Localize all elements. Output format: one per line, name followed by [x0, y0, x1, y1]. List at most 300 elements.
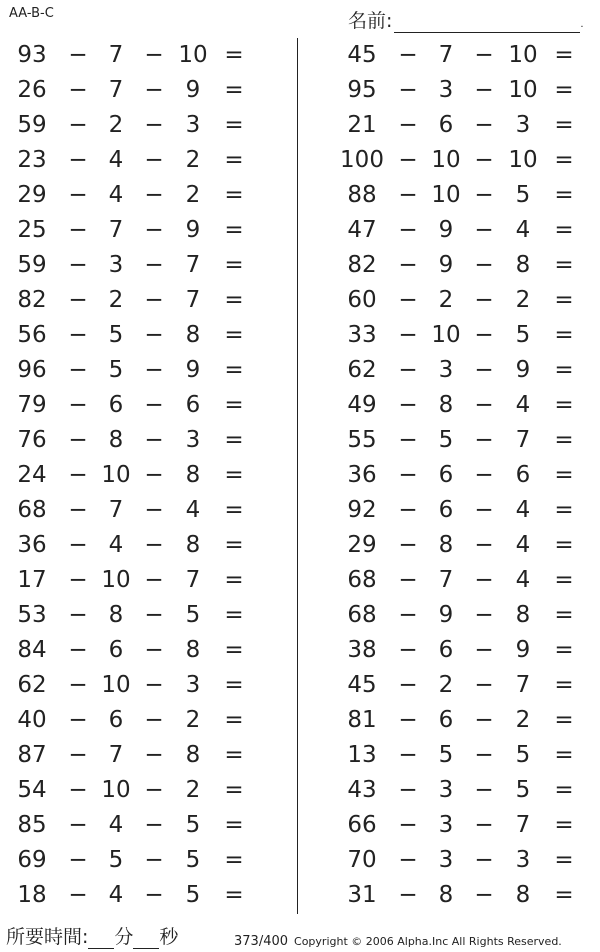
subtrahend-2: 8 — [185, 532, 201, 558]
minuend: 40 — [17, 707, 47, 733]
minuend: 60 — [347, 287, 377, 313]
subtrahend-2: 8 — [185, 462, 201, 488]
minuend: 92 — [347, 497, 377, 523]
equals-sign: = — [554, 42, 574, 68]
minuend: 81 — [347, 707, 377, 733]
subtrahend-2: 4 — [515, 567, 531, 593]
name-label: 名前: — [348, 10, 393, 32]
subtrahend-2: 2 — [185, 182, 201, 208]
minus-sign: − — [398, 77, 418, 103]
minus-sign: − — [68, 497, 88, 523]
minus-sign: − — [398, 217, 418, 243]
equals-sign: = — [554, 882, 574, 908]
minuend: 62 — [347, 357, 377, 383]
minus-sign: − — [474, 462, 494, 488]
subtrahend-2: 7 — [185, 287, 201, 313]
minuend: 54 — [17, 777, 47, 803]
problem-row — [330, 773, 600, 808]
problem-row — [0, 633, 270, 668]
minus-sign: − — [474, 812, 494, 838]
minus-sign: − — [398, 637, 418, 663]
subtrahend-1: 5 — [438, 427, 454, 453]
subtrahend-1: 10 — [431, 147, 461, 173]
minus-sign: − — [474, 777, 494, 803]
equals-sign: = — [554, 707, 574, 733]
minus-sign: − — [144, 637, 164, 663]
minuend: 17 — [17, 567, 47, 593]
minus-sign: − — [68, 182, 88, 208]
subtrahend-2: 2 — [185, 777, 201, 803]
equals-sign: = — [554, 742, 574, 768]
subtrahend-1: 2 — [108, 287, 124, 313]
problem-column-right — [330, 38, 600, 913]
problem-row — [330, 808, 600, 843]
minuend: 59 — [17, 252, 47, 278]
minus-sign: − — [398, 112, 418, 138]
equals-sign: = — [554, 532, 574, 558]
minus-sign: − — [68, 322, 88, 348]
problem-row — [0, 878, 270, 913]
minus-sign: − — [68, 287, 88, 313]
equals-sign: = — [224, 602, 244, 628]
minus-sign: − — [474, 77, 494, 103]
minuend: 68 — [17, 497, 47, 523]
equals-sign: = — [224, 182, 244, 208]
minus-sign: − — [68, 42, 88, 68]
subtrahend-1: 7 — [108, 497, 124, 523]
minus-sign: − — [398, 42, 418, 68]
minus-sign: − — [474, 427, 494, 453]
minus-sign: − — [144, 672, 164, 698]
minus-sign: − — [144, 812, 164, 838]
minuend: 88 — [347, 182, 377, 208]
minus-sign: − — [144, 532, 164, 558]
problem-row — [0, 423, 270, 458]
minuend: 13 — [347, 742, 377, 768]
problem-row — [330, 388, 600, 423]
minus-sign: − — [144, 847, 164, 873]
equals-sign: = — [554, 462, 574, 488]
minuend: 87 — [17, 742, 47, 768]
minus-sign: − — [474, 637, 494, 663]
problem-row — [0, 563, 270, 598]
subtrahend-1: 3 — [438, 777, 454, 803]
subtrahend-2: 2 — [515, 707, 531, 733]
equals-sign: = — [224, 287, 244, 313]
subtrahend-2: 5 — [185, 882, 201, 908]
subtrahend-1: 3 — [438, 812, 454, 838]
minus-sign: − — [474, 882, 494, 908]
minus-sign: − — [474, 217, 494, 243]
subtrahend-2: 5 — [515, 777, 531, 803]
minuend: 69 — [17, 847, 47, 873]
footer-info — [234, 930, 562, 949]
subtrahend-2: 4 — [515, 392, 531, 418]
minuend: 96 — [17, 357, 47, 383]
minus-sign: − — [144, 392, 164, 418]
subtrahend-1: 10 — [431, 322, 461, 348]
subtrahend-2: 3 — [515, 847, 531, 873]
minus-sign: − — [474, 287, 494, 313]
minuend: 31 — [347, 882, 377, 908]
problem-row — [330, 878, 600, 913]
minus-sign: − — [474, 532, 494, 558]
minus-sign: − — [68, 742, 88, 768]
subtrahend-1: 4 — [108, 532, 124, 558]
equals-sign: = — [554, 287, 574, 313]
equals-sign: = — [554, 392, 574, 418]
minus-sign: − — [68, 77, 88, 103]
subtrahend-1: 6 — [438, 112, 454, 138]
minus-sign: − — [68, 357, 88, 383]
subtrahend-1: 7 — [108, 217, 124, 243]
subtrahend-2: 6 — [515, 462, 531, 488]
equals-sign: = — [554, 602, 574, 628]
equals-sign: = — [554, 637, 574, 663]
minus-sign: − — [474, 112, 494, 138]
subtrahend-2: 3 — [185, 672, 201, 698]
subtrahend-2: 7 — [185, 567, 201, 593]
minus-sign: − — [474, 322, 494, 348]
minus-sign: − — [68, 462, 88, 488]
minuend: 45 — [347, 42, 377, 68]
subtrahend-1: 2 — [108, 112, 124, 138]
subtrahend-2: 3 — [185, 427, 201, 453]
minus-sign: − — [398, 567, 418, 593]
problem-row — [330, 633, 600, 668]
sheet-progress: 373/400 — [234, 934, 289, 949]
minus-sign: − — [474, 672, 494, 698]
subtrahend-2: 10 — [508, 42, 538, 68]
minus-sign: − — [144, 497, 164, 523]
subtrahend-2: 4 — [515, 217, 531, 243]
minus-sign: − — [144, 777, 164, 803]
subtrahend-1: 10 — [101, 462, 131, 488]
minus-sign: − — [474, 42, 494, 68]
equals-sign: = — [554, 112, 574, 138]
problem-row — [330, 213, 600, 248]
name-blank-line — [394, 14, 580, 33]
subtrahend-2: 5 — [185, 847, 201, 873]
minus-sign: − — [144, 427, 164, 453]
column-divider — [297, 38, 298, 914]
problem-row — [0, 388, 270, 423]
equals-sign: = — [224, 637, 244, 663]
minuend: 68 — [347, 602, 377, 628]
subtrahend-1: 2 — [438, 287, 454, 313]
minus-sign: − — [68, 112, 88, 138]
subtrahend-1: 10 — [101, 567, 131, 593]
minus-sign: − — [68, 777, 88, 803]
subtrahend-2: 2 — [185, 147, 201, 173]
subtrahend-2: 5 — [185, 812, 201, 838]
subtrahend-1: 6 — [438, 462, 454, 488]
equals-sign: = — [224, 217, 244, 243]
minuend: 47 — [347, 217, 377, 243]
equals-sign: = — [224, 777, 244, 803]
minuend: 56 — [17, 322, 47, 348]
minuend: 100 — [340, 147, 384, 173]
minus-sign: − — [68, 147, 88, 173]
minuend: 26 — [17, 77, 47, 103]
subtrahend-1: 5 — [438, 742, 454, 768]
minus-sign: − — [398, 812, 418, 838]
subtrahend-1: 6 — [438, 707, 454, 733]
problem-row — [330, 283, 600, 318]
equals-sign: = — [224, 497, 244, 523]
problem-row — [0, 773, 270, 808]
subtrahend-2: 7 — [185, 252, 201, 278]
seconds-blank — [133, 930, 159, 949]
minus-sign: − — [144, 707, 164, 733]
subtrahend-1: 8 — [438, 392, 454, 418]
subtrahend-1: 6 — [108, 392, 124, 418]
minus-sign: − — [398, 147, 418, 173]
minus-sign: − — [144, 77, 164, 103]
minus-sign: − — [68, 847, 88, 873]
minus-sign: − — [144, 357, 164, 383]
subtrahend-1: 9 — [438, 252, 454, 278]
problem-row — [0, 178, 270, 213]
minus-sign: − — [398, 602, 418, 628]
minus-sign: − — [144, 182, 164, 208]
copyright-notice: Copyright © 2006 Alpha.Inc All Rights Reserved. — [294, 935, 562, 948]
minus-sign: − — [144, 567, 164, 593]
problem-row — [330, 353, 600, 388]
minuend: 84 — [17, 637, 47, 663]
minuend: 43 — [347, 777, 377, 803]
problem-row — [330, 248, 600, 283]
minus-sign: − — [68, 567, 88, 593]
equals-sign: = — [224, 112, 244, 138]
equals-sign: = — [554, 322, 574, 348]
minuend: 55 — [347, 427, 377, 453]
minus-sign: − — [398, 182, 418, 208]
minuend: 49 — [347, 392, 377, 418]
problem-row — [0, 493, 270, 528]
equals-sign: = — [554, 357, 574, 383]
subtrahend-2: 10 — [178, 42, 208, 68]
problem-row — [330, 493, 600, 528]
minus-sign: − — [398, 707, 418, 733]
subtrahend-2: 9 — [185, 217, 201, 243]
minus-sign: − — [398, 252, 418, 278]
equals-sign: = — [554, 812, 574, 838]
subtrahend-2: 7 — [515, 672, 531, 698]
minus-sign: − — [398, 672, 418, 698]
minuend: 82 — [347, 252, 377, 278]
minuend: 70 — [347, 847, 377, 873]
subtrahend-2: 3 — [515, 112, 531, 138]
minus-sign: − — [68, 882, 88, 908]
minus-sign: − — [144, 462, 164, 488]
equals-sign: = — [224, 812, 244, 838]
problem-column-left — [0, 38, 270, 913]
equals-sign: = — [224, 847, 244, 873]
problem-row — [0, 703, 270, 738]
subtrahend-1: 9 — [438, 602, 454, 628]
minus-sign: − — [68, 637, 88, 663]
equals-sign: = — [224, 77, 244, 103]
subtrahend-1: 8 — [438, 882, 454, 908]
name-dot: . — [580, 19, 584, 30]
minuend: 21 — [347, 112, 377, 138]
problem-row — [330, 458, 600, 493]
minus-sign: − — [68, 217, 88, 243]
problem-row — [0, 738, 270, 773]
minus-sign: − — [398, 287, 418, 313]
minus-sign: − — [68, 252, 88, 278]
minus-sign: − — [144, 602, 164, 628]
equals-sign: = — [554, 427, 574, 453]
equals-sign: = — [224, 322, 244, 348]
problem-row — [330, 38, 600, 73]
equals-sign: = — [554, 77, 574, 103]
subtrahend-1: 8 — [108, 602, 124, 628]
minus-sign: − — [144, 252, 164, 278]
subtrahend-1: 7 — [108, 42, 124, 68]
subtrahend-2: 9 — [185, 77, 201, 103]
minus-sign: − — [144, 217, 164, 243]
minuend: 76 — [17, 427, 47, 453]
subtrahend-1: 10 — [101, 777, 131, 803]
problem-row — [330, 668, 600, 703]
minuend: 53 — [17, 602, 47, 628]
equals-sign: = — [554, 217, 574, 243]
problem-row — [0, 248, 270, 283]
subtrahend-2: 7 — [515, 427, 531, 453]
minus-sign: − — [398, 392, 418, 418]
minus-sign: − — [474, 392, 494, 418]
minus-sign: − — [474, 707, 494, 733]
equals-sign: = — [554, 182, 574, 208]
subtrahend-1: 7 — [438, 42, 454, 68]
seconds-label: 秒 — [159, 926, 179, 948]
problem-row — [0, 458, 270, 493]
subtrahend-1: 6 — [438, 497, 454, 523]
problem-row — [330, 108, 600, 143]
subtrahend-2: 2 — [515, 287, 531, 313]
problem-row — [330, 423, 600, 458]
equals-sign: = — [554, 567, 574, 593]
equals-sign: = — [224, 742, 244, 768]
equals-sign: = — [224, 672, 244, 698]
subtrahend-2: 3 — [185, 112, 201, 138]
subtrahend-2: 2 — [185, 707, 201, 733]
minus-sign: − — [144, 112, 164, 138]
minus-sign: − — [474, 742, 494, 768]
minus-sign: − — [68, 427, 88, 453]
time-taken — [6, 922, 178, 949]
subtrahend-1: 6 — [108, 637, 124, 663]
subtrahend-1: 9 — [438, 217, 454, 243]
minus-sign: − — [398, 742, 418, 768]
equals-sign: = — [224, 357, 244, 383]
equals-sign: = — [224, 707, 244, 733]
subtrahend-2: 8 — [515, 882, 531, 908]
equals-sign: = — [224, 392, 244, 418]
minuend: 24 — [17, 462, 47, 488]
problem-row — [330, 143, 600, 178]
problem-row — [330, 178, 600, 213]
problem-row — [330, 563, 600, 598]
minuend: 29 — [347, 532, 377, 558]
subtrahend-2: 10 — [508, 77, 538, 103]
minus-sign: − — [144, 287, 164, 313]
problem-row — [0, 318, 270, 353]
problem-row — [330, 73, 600, 108]
minus-sign: − — [474, 252, 494, 278]
minus-sign: − — [398, 777, 418, 803]
minuend: 25 — [17, 217, 47, 243]
minus-sign: − — [398, 427, 418, 453]
subtrahend-1: 8 — [438, 532, 454, 558]
minuend: 36 — [347, 462, 377, 488]
subtrahend-2: 9 — [515, 637, 531, 663]
subtrahend-1: 5 — [108, 357, 124, 383]
subtrahend-1: 6 — [438, 637, 454, 663]
minuend: 93 — [17, 42, 47, 68]
subtrahend-2: 7 — [515, 812, 531, 838]
subtrahend-2: 10 — [508, 147, 538, 173]
equals-sign: = — [224, 882, 244, 908]
equals-sign: = — [554, 252, 574, 278]
minus-sign: − — [68, 707, 88, 733]
minus-sign: − — [474, 602, 494, 628]
subtrahend-2: 5 — [515, 322, 531, 348]
problem-row — [330, 598, 600, 633]
subtrahend-2: 8 — [185, 322, 201, 348]
name-field — [348, 6, 584, 33]
subtrahend-1: 4 — [108, 147, 124, 173]
minus-sign: − — [144, 147, 164, 173]
minuend: 68 — [347, 567, 377, 593]
problem-row — [0, 38, 270, 73]
minuend: 66 — [347, 812, 377, 838]
problem-row — [0, 108, 270, 143]
subtrahend-2: 9 — [185, 357, 201, 383]
problem-row — [0, 283, 270, 318]
minus-sign: − — [474, 497, 494, 523]
subtrahend-2: 5 — [515, 742, 531, 768]
problem-row — [0, 528, 270, 563]
minuend: 59 — [17, 112, 47, 138]
equals-sign: = — [224, 427, 244, 453]
minus-sign: − — [474, 567, 494, 593]
problem-row — [0, 143, 270, 178]
subtrahend-1: 3 — [438, 357, 454, 383]
problem-row — [330, 703, 600, 738]
time-label: 所要時間: — [6, 926, 89, 948]
problem-row — [0, 843, 270, 878]
equals-sign: = — [554, 147, 574, 173]
subtrahend-1: 10 — [431, 182, 461, 208]
minus-sign: − — [144, 742, 164, 768]
subtrahend-1: 5 — [108, 847, 124, 873]
minuend: 62 — [17, 672, 47, 698]
minutes-blank — [88, 930, 114, 949]
minus-sign: − — [398, 462, 418, 488]
problem-row — [0, 808, 270, 843]
subtrahend-2: 8 — [515, 252, 531, 278]
minus-sign: − — [144, 322, 164, 348]
subtrahend-1: 4 — [108, 182, 124, 208]
minus-sign: − — [144, 42, 164, 68]
equals-sign: = — [224, 252, 244, 278]
minuend: 33 — [347, 322, 377, 348]
minus-sign: − — [398, 357, 418, 383]
subtrahend-2: 9 — [515, 357, 531, 383]
